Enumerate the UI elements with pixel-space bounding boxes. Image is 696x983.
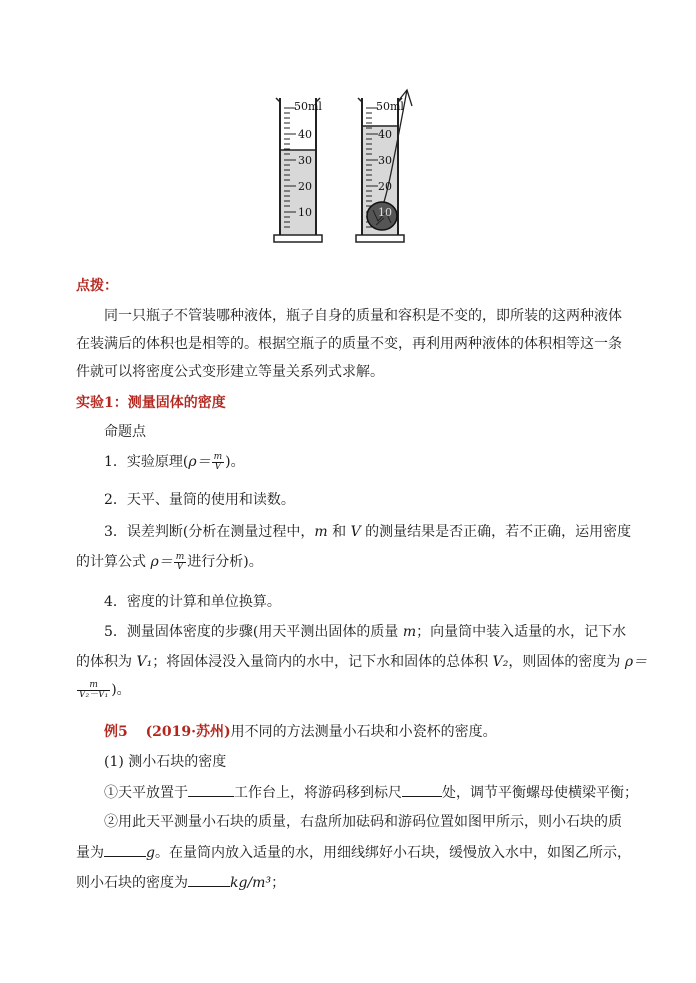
tip-heading: 点拨：: [76, 278, 118, 294]
right-label-20: 20: [378, 180, 392, 193]
left-cylinder: [274, 98, 322, 242]
tip-line-3: 件就可以将密度公式变形建立等量关系列式求解。: [76, 364, 384, 380]
right-cylinder: [356, 90, 412, 242]
item-1-denominator: V: [212, 462, 225, 472]
right-label-40: 40: [378, 128, 392, 141]
item-4: 4．密度的计算和单位换算。: [104, 594, 281, 610]
question-2-line-2: [76, 842, 631, 863]
item-3-rho: ρ＝: [150, 554, 173, 570]
item-3-numerator: m: [175, 551, 185, 562]
question-2-text-d: ；: [271, 875, 286, 891]
unit-g: g: [146, 845, 155, 861]
left-label-30: 30: [298, 154, 312, 167]
item-5-end: )。: [111, 682, 131, 698]
left-label-20: 20: [298, 180, 312, 193]
left-label-10: 10: [298, 206, 312, 219]
item-2: 2．天平、量筒的使用和读数。: [104, 492, 295, 508]
item-5-rho: ρ＝: [624, 654, 648, 670]
question-2-text-c: 则小石块的密度为: [76, 875, 188, 891]
item-5-text-d: ；将固体浸没入量筒内的水中，记下水和固体的总体积: [152, 654, 493, 670]
cylinders-drawing: [272, 88, 432, 248]
item-1-end: )。: [225, 454, 245, 470]
item-5-text-b: ；向量筒中装入适量的水，记下水: [416, 624, 627, 640]
example-text: 用不同的方法测量小石块和小瓷杯的密度。: [230, 724, 497, 740]
blank-worktable[interactable]: [188, 782, 234, 797]
item-3-text-c: 的测量结果是否正确，若不正确，运用密度: [360, 524, 632, 540]
unit-density: kg/m³: [230, 875, 272, 891]
question-1-text-c: 处，调节平衡螺母使横梁平衡；: [442, 785, 638, 801]
item-5-text-c: 的体积为: [76, 654, 137, 670]
item-5-line-1: [104, 622, 626, 642]
item-3-text-d: 的计算公式: [76, 554, 151, 570]
question-2-line-1: ②用此天平测量小石块的质量，右盘所加砝码和游码位置如图甲所示，则小石块的质: [104, 814, 622, 830]
question-1: [104, 782, 638, 803]
tip-line-2: 在装满后的体积也是相等的。根据空瓶子的质量不变，再利用两种液体的体积相等这一条: [76, 336, 622, 352]
experiment-subheading: 命题点: [104, 424, 146, 440]
item-3-denominator: V: [174, 562, 187, 572]
example-sub-1: (1) 测小石块的密度: [104, 754, 227, 770]
item-1-fraction: [212, 453, 225, 472]
right-label-50: 50ml: [376, 100, 404, 113]
tip-line-1: 同一只瓶子不管装哪种液体，瓶子自身的质量和容积是不变的，即所装的这两种液体: [104, 308, 622, 324]
item-1-text: 1．实验原理(: [104, 454, 189, 470]
example-line: [104, 722, 497, 742]
blank-density[interactable]: [188, 872, 230, 887]
left-label-40: 40: [298, 128, 312, 141]
question-1-text-a: ①天平放置于: [104, 785, 188, 801]
item-1-numerator: m: [213, 451, 223, 462]
blank-mass[interactable]: [104, 842, 146, 857]
item-3-fraction: [174, 553, 187, 572]
left-label-50: 50ml: [294, 100, 322, 113]
right-label-30: 30: [378, 154, 392, 167]
item-3-text-a: 3．误差判断(分析在测量过程中，: [104, 524, 315, 540]
question-1-text-b: 工作台上，将游码移到标尺: [234, 785, 402, 801]
item-5-denominator: V₂－V₁: [79, 689, 109, 700]
blank-scale-position[interactable]: [402, 782, 442, 797]
question-2-line-3: [76, 872, 285, 893]
item-1-rho: ρ＝: [188, 454, 211, 470]
item-3-line-1: [104, 522, 631, 542]
item-1: [104, 452, 245, 472]
graduated-cylinders-figure: [272, 88, 432, 248]
item-5-v2: V₂: [492, 654, 509, 670]
item-5-m: m: [402, 624, 417, 640]
item-5-fraction: [77, 681, 110, 700]
item-3-m: m: [314, 524, 328, 540]
right-label-10: 10: [378, 206, 392, 219]
item-3-text-e: 进行分析)。: [187, 554, 263, 570]
item-5-line-2: [76, 652, 647, 672]
item-5-text-e: ，则固体的密度为: [508, 654, 625, 670]
example-label: 例5: [104, 724, 128, 740]
item-3-v: V: [350, 524, 361, 540]
question-2-text-b: 。在量筒内放入适量的水，用细线绑好小石块，缓慢放入水中，如图乙所示，: [154, 845, 631, 861]
item-3-text-b: 和: [327, 524, 351, 540]
item-5-numerator: m: [89, 679, 98, 690]
question-2-text-a: 量为: [76, 845, 104, 861]
example-source: (2019·苏州): [145, 724, 231, 740]
experiment-heading: 实验1：测量固体的密度: [76, 395, 226, 411]
item-5-text-a: 5．测量固体密度的步骤(用天平测出固体的质量: [104, 624, 403, 640]
item-5-line-3: [76, 680, 131, 700]
item-5-v1: V₁: [136, 654, 153, 670]
item-3-line-2: [76, 552, 263, 572]
